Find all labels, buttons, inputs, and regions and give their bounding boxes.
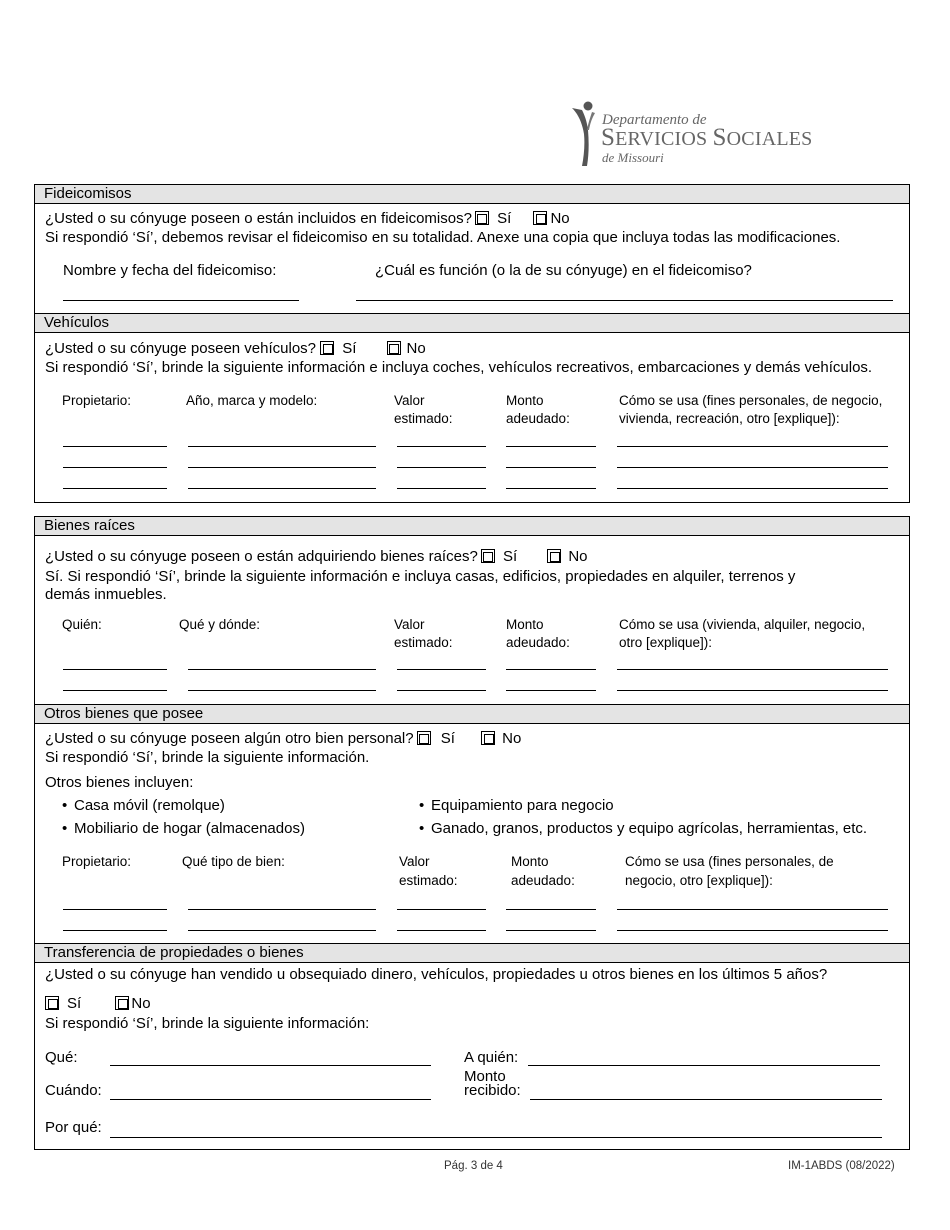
transfer-no-checkbox[interactable] (115, 996, 129, 1010)
other-item: • Casa móvil (remolque) (62, 797, 225, 815)
transfer-why-line[interactable] (110, 1137, 882, 1138)
vehicle-row3-value[interactable] (397, 488, 486, 489)
realestate-row1-who[interactable] (63, 669, 167, 670)
realestate-what-label: Qué y dónde: (179, 617, 261, 632)
other-row1-value[interactable] (397, 909, 486, 910)
realestate-value-label-2: estimado: (394, 635, 453, 650)
trust-name-label: Nombre y fecha del fideicomiso: (63, 262, 277, 279)
realestate-row2-who[interactable] (63, 690, 167, 691)
section-header-otros-bienes: Otros bienes que posee (34, 704, 910, 724)
other-value-label-2: estimado: (399, 873, 458, 888)
logo-department: Departamento de (602, 112, 707, 128)
other-question: ¿Usted o su cónyuge poseen algún otro bien personal? Sí No (45, 730, 522, 747)
transfer-why-label: Por qué: (45, 1119, 102, 1136)
other-includes-label: Otros bienes incluyen: (45, 774, 194, 791)
other-value-label-1: Valor (399, 854, 430, 869)
vehicle-row3-use[interactable] (617, 488, 888, 489)
realestate-use-label-2: otro [explique]): (619, 635, 713, 650)
vehicle-value-label-2: estimado: (394, 411, 453, 426)
vehicle-use-label-2: vivienda, recreación, otro [explique]): (619, 411, 840, 426)
logo-title: SERVICIOS SOCIALES (601, 124, 813, 151)
other-item: • Equipamiento para negocio (419, 797, 614, 815)
transfer-amount-line[interactable] (530, 1099, 882, 1100)
vehicle-row2-owed[interactable] (506, 467, 596, 468)
vehicle-row2-value[interactable] (397, 467, 486, 468)
vehicles-yes-label: Sí (342, 340, 357, 357)
vehicle-owed-label-2: adeudado: (506, 411, 570, 426)
vehicle-row1-owner[interactable] (63, 446, 167, 447)
vehicle-row1-model[interactable] (188, 446, 376, 447)
other-use-label-1: Cómo se usa (fines personales, de (625, 854, 834, 869)
person-figure-icon (570, 100, 600, 166)
realestate-question: ¿Usted o su cónyuge poseen o están adquiriendo bienes raíces? Sí No (45, 548, 588, 565)
other-yes-label: Sí (440, 730, 455, 747)
other-owed-label-1: Monto (511, 854, 549, 869)
vehicle-model-label: Año, marca y modelo: (186, 393, 318, 408)
realestate-instruction-1: Sí. Si respondió ‘Sí’, brinde la siguiente información e incluya casas, edificios, propiedades en alquiler, terrenos y (45, 568, 796, 585)
other-item: • Ganado, granos, productos y equipo agrícolas, herramientas, etc. (419, 820, 867, 838)
vehicles-question: ¿Usted o su cónyuge poseen vehículos? Sí No (45, 340, 426, 357)
vehicle-use-label-1: Cómo se usa (fines personales, de negocio, (619, 393, 883, 408)
other-row2-owner[interactable] (63, 930, 167, 931)
vehicle-row2-use[interactable] (617, 467, 888, 468)
other-row1-owed[interactable] (506, 909, 596, 910)
transfer-yes-checkbox[interactable] (45, 996, 59, 1010)
transfer-what-line[interactable] (110, 1065, 431, 1066)
realestate-row1-value[interactable] (397, 669, 486, 670)
vehicles-yes-checkbox[interactable] (320, 341, 334, 355)
trusts-no-checkbox[interactable] (533, 211, 547, 225)
section-header-bienes-raices: Bienes raíces (34, 516, 910, 536)
vehicle-row3-owed[interactable] (506, 488, 596, 489)
trusts-yes-label: Sí (497, 210, 512, 227)
other-row2-owed[interactable] (506, 930, 596, 931)
section-header-fideicomisos: Fideicomisos (34, 184, 910, 204)
form-id: IM-1ABDS (08/2022) (788, 1160, 895, 1172)
vehicles-instruction: Si respondió ‘Sí’, brinde la siguiente información e incluya coches, vehículos recreativos, embarcaciones y demás vehículos. (45, 359, 873, 376)
other-type-label: Qué tipo de bien: (182, 854, 285, 869)
trust-name-line[interactable] (63, 300, 299, 301)
transfer-instruction: Si respondió ‘Sí’, brinde la siguiente información: (45, 1015, 370, 1032)
vehicles-no-checkbox[interactable] (387, 341, 401, 355)
other-no-checkbox[interactable] (481, 731, 495, 745)
transfer-what-label: Qué: (45, 1049, 78, 1066)
trusts-question: ¿Usted o su cónyuge poseen o están incluidos en fideicomisos? Sí No (45, 210, 570, 227)
realestate-no-checkbox[interactable] (547, 549, 561, 563)
realestate-instruction-2: demás inmuebles. (45, 586, 167, 603)
vehicle-row2-model[interactable] (188, 467, 376, 468)
other-instruction: Si respondió ‘Sí’, brinde la siguiente información. (45, 749, 370, 766)
realestate-yes-checkbox[interactable] (481, 549, 495, 563)
other-no-label: No (502, 730, 522, 747)
realestate-use-label-1: Cómo se usa (vivienda, alquiler, negocio, (619, 617, 866, 632)
realestate-row2-use[interactable] (617, 690, 888, 691)
other-owed-label-2: adeudado: (511, 873, 575, 888)
vehicle-owner-label: Propietario: (62, 393, 132, 408)
realestate-owed-label-2: adeudado: (506, 635, 570, 650)
trusts-no-label: No (550, 210, 570, 227)
other-row2-value[interactable] (397, 930, 486, 931)
transfer-question: ¿Usted o su cónyuge han vendido u obsequiado dinero, vehículos, propiedades u otros bienes en los últimos 5 años? (45, 966, 828, 983)
realestate-who-label: Quién: (62, 617, 102, 632)
other-yes-checkbox[interactable] (417, 731, 431, 745)
vehicle-row3-model[interactable] (188, 488, 376, 489)
vehicle-row3-owner[interactable] (63, 488, 167, 489)
other-item: • Mobiliario de hogar (almacenados) (62, 820, 305, 838)
transfer-to-whom-line[interactable] (528, 1065, 880, 1066)
realestate-value-label-1: Valor (394, 617, 425, 632)
page-number: Pág. 3 de 4 (444, 1160, 503, 1172)
section-header-vehiculos: Vehículos (34, 313, 910, 333)
vehicle-row1-value[interactable] (397, 446, 486, 447)
realestate-row1-owed[interactable] (506, 669, 596, 670)
realestate-row1-what[interactable] (188, 669, 376, 670)
other-row2-use[interactable] (617, 930, 888, 931)
trust-role-line[interactable] (356, 300, 893, 301)
trusts-yes-checkbox[interactable] (475, 211, 489, 225)
realestate-row2-value[interactable] (397, 690, 486, 691)
realestate-row2-owed[interactable] (506, 690, 596, 691)
other-row2-type[interactable] (188, 930, 376, 931)
transfer-amount-label-2: recibido: (464, 1082, 521, 1099)
realestate-no-label: No (568, 548, 588, 565)
dss-logo (570, 100, 850, 168)
trust-role-label: ¿Cuál es función (o la de su cónyuge) en el fideicomiso? (375, 262, 752, 279)
transfer-to-whom-label: A quién: (464, 1049, 519, 1066)
transfer-yes-no (45, 995, 151, 1013)
logo-state: de Missouri (602, 150, 664, 165)
transfer-yes-label: Sí (67, 995, 82, 1012)
transfer-when-line[interactable] (110, 1099, 431, 1100)
vehicle-value-label-1: Valor (394, 393, 425, 408)
vehicle-row1-owed[interactable] (506, 446, 596, 447)
transfer-when-label: Cuándo: (45, 1082, 102, 1099)
other-row1-type[interactable] (188, 909, 376, 910)
realestate-row2-what[interactable] (188, 690, 376, 691)
transfer-no-label: No (131, 995, 151, 1012)
vehicle-owed-label-1: Monto (506, 393, 544, 408)
other-row1-use[interactable] (617, 909, 888, 910)
transfer-amount-label-1: Monto (464, 1068, 506, 1085)
realestate-yes-label: Sí (502, 548, 518, 565)
vehicle-row1-use[interactable] (617, 446, 888, 447)
realestate-row1-use[interactable] (617, 669, 888, 670)
other-owner-label: Propietario: (62, 854, 132, 869)
trusts-instruction: Si respondió ‘Sí’, debemos revisar el fideicomiso en su totalidad. Anexe una copia que incluya todas las modificaciones. (45, 229, 841, 246)
realestate-owed-label-1: Monto (506, 617, 544, 632)
vehicles-no-label: No (406, 340, 426, 357)
section-header-transferencia: Transferencia de propiedades o bienes (34, 943, 910, 963)
vehicle-row2-owner[interactable] (63, 467, 167, 468)
other-use-label-2: negocio, otro [explique]): (625, 873, 773, 888)
other-row1-owner[interactable] (63, 909, 167, 910)
